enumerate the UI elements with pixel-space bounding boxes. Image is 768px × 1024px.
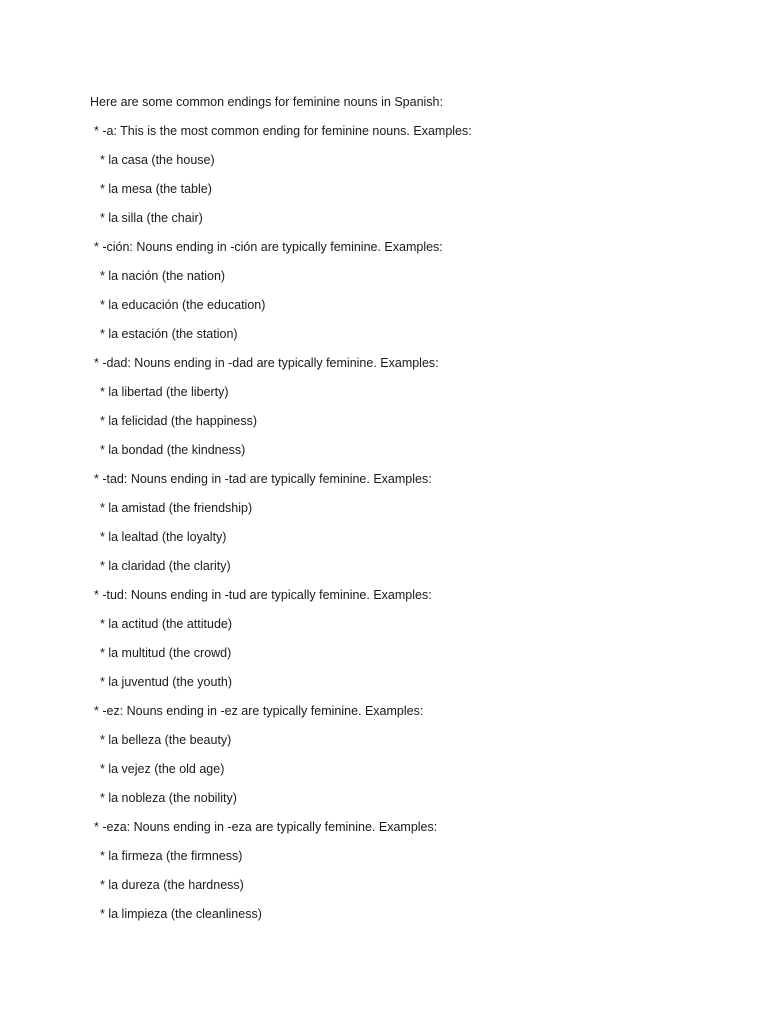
example-item: * la libertad (the liberty) [100,385,229,399]
section-heading: * -tad: Nouns ending in -tad are typically feminine. Examples: [94,472,432,486]
section-heading: * -tud: Nouns ending in -tud are typically feminine. Examples: [94,588,432,602]
example-item: * la casa (the house) [100,153,215,167]
example-item: * la juventud (the youth) [100,675,233,689]
example-item: * la felicidad (the happiness) [100,414,258,428]
example-item: * la silla (the chair) [100,211,203,225]
section-a [90,122,710,227]
example-item: * la limpieza (the cleanliness) [100,907,262,921]
section-heading: * -eza: Nouns ending in -eza are typically feminine. Examples: [94,820,438,834]
section-heading: * -a: This is the most common ending for feminine nouns. Examples: [94,124,472,138]
example-item: * la claridad (the clarity) [100,559,231,573]
example-item: * la vejez (the old age) [100,762,225,776]
example-item: * la nobleza (the nobility) [100,791,237,805]
example-item: * la actitud (the attitude) [100,617,233,631]
example-item: * la belleza (the beauty) [100,733,232,747]
example-item: * la dureza (the hardness) [100,878,244,892]
document-body [90,93,710,923]
section-dad [90,354,710,459]
example-item: * la multitud (the crowd) [100,646,232,660]
section-tud [90,586,710,691]
section-heading: * -ción: Nouns ending in -ción are typically feminine. Examples: [94,240,443,254]
example-item: * la amistad (the friendship) [100,501,253,515]
example-item: * la educación (the education) [100,298,266,312]
example-item: * la mesa (the table) [100,182,212,196]
intro-paragraph: Here are some common endings for feminine nouns in Spanish: [90,95,443,109]
section-ez [90,702,710,807]
section-tad [90,470,710,575]
example-item: * la firmeza (the firmness) [100,849,243,863]
example-item: * la bondad (the kindness) [100,443,246,457]
example-item: * la estación (the station) [100,327,238,341]
section-heading: * -ez: Nouns ending in -ez are typically feminine. Examples: [94,704,424,718]
example-item: * la lealtad (the loyalty) [100,530,227,544]
example-item: * la nación (the nation) [100,269,226,283]
section-heading: * -dad: Nouns ending in -dad are typically feminine. Examples: [94,356,439,370]
section-cion [90,238,710,343]
section-eza [90,818,710,923]
